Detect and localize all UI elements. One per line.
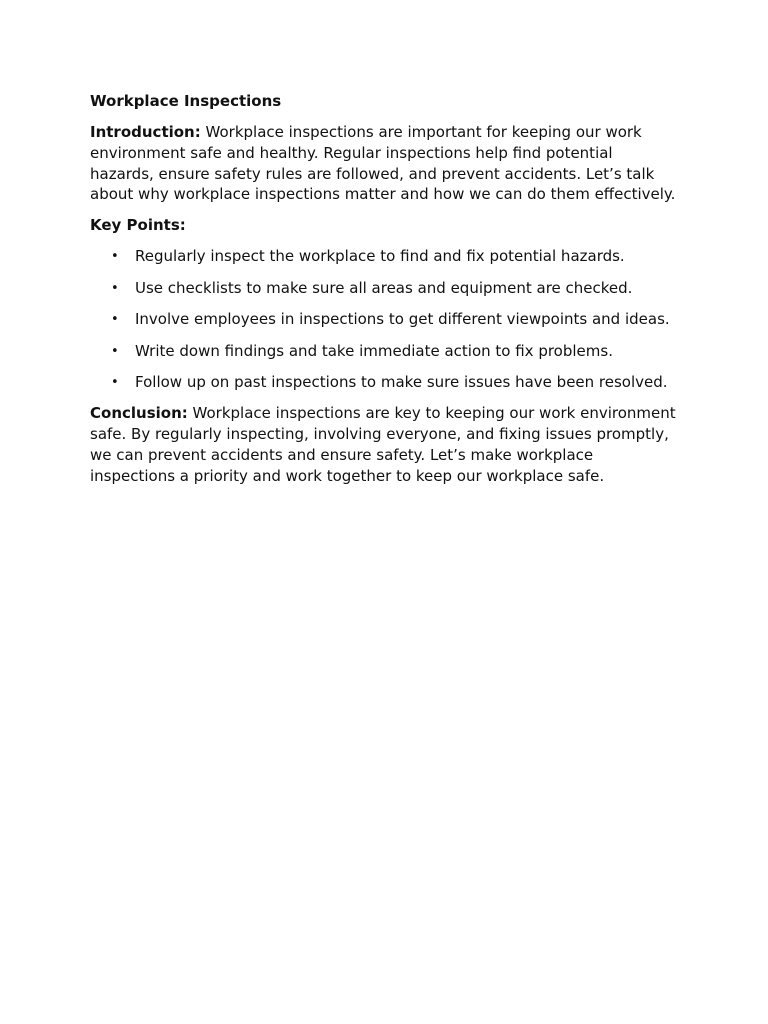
key-point-item [90, 246, 680, 267]
introduction-label: Introduction: [90, 123, 201, 141]
introduction-text: Workplace inspections are important for keeping our work environment safe and healthy. Regular inspections help find potential hazards, ensure safety rules are followed, and prevent accidents. Let’s talk about why workplace inspections matter and how we can do them effectively. [90, 123, 676, 204]
key-points-heading: Key Points: [90, 216, 186, 235]
introduction-paragraph [90, 122, 680, 205]
key-point-item [90, 309, 680, 330]
conclusion-text: Workplace inspections are key to keeping our work environment safe. By regularly inspecting, involving everyone, and fixing issues promptly, we can prevent accidents and ensure safety. Let’s make workplace inspections a priority and work together to keep our workplace safe. [90, 404, 676, 485]
key-point-item [90, 341, 680, 362]
bullet-icon: • [111, 280, 119, 296]
key-points-list [90, 246, 680, 393]
key-point-item [90, 278, 680, 299]
bullet-icon: • [111, 375, 119, 391]
bullet-icon: • [111, 343, 119, 359]
bullet-icon: • [111, 249, 119, 265]
document-title: Workplace Inspections [90, 92, 282, 110]
conclusion-paragraph [90, 403, 680, 486]
key-point-text: Regularly inspect the workplace to find and fix potential hazards. [135, 247, 625, 266]
conclusion-label: Conclusion: [90, 404, 188, 423]
key-point-text: Involve employees in inspections to get different viewpoints and ideas. [135, 310, 670, 329]
bullet-icon: • [111, 312, 119, 328]
key-point-text: Use checklists to make sure all areas and equipment are checked. [135, 278, 633, 297]
document-page [90, 91, 680, 496]
key-point-item [90, 372, 680, 393]
key-point-text: Follow up on past inspections to make sure issues have been resolved. [135, 373, 668, 392]
key-point-text: Write down findings and take immediate action to fix problems. [135, 341, 613, 360]
